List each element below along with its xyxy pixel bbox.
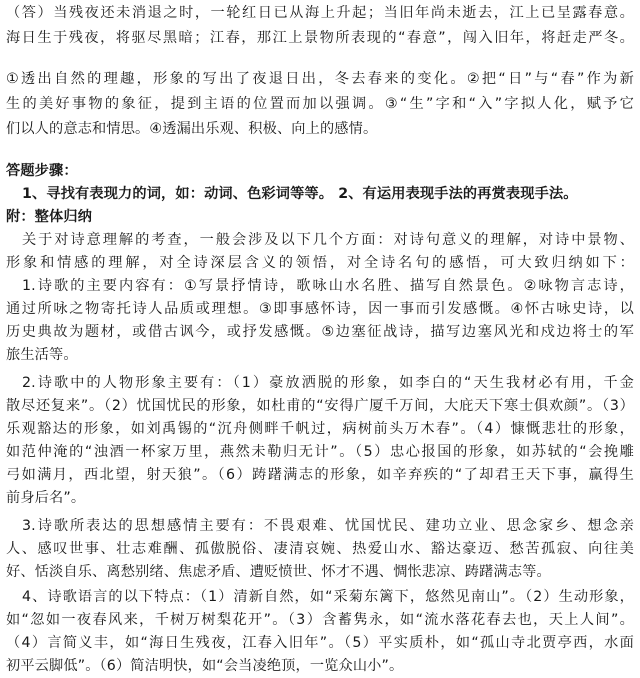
section-4-line-2: 如“忽如一夜春风来，千树万树梨花开”。（3）含蓄隽永，如“流水落花春去也，天上人间”。 [6,612,634,628]
section-1-line-2: 通过所咏之物寄托诗人品质或理想。③即事感怀诗，因一事而引发感慨。④怀古咏史诗，以 [6,301,634,317]
section-2-line-4: 如范仲淹的“浊酒一杯家万里，燕然未勒归无计”。（5）忠心报国的形象，如苏轼的“会挽雕 [6,444,634,460]
section-2-line-6: 前身后名”。 [6,490,86,506]
section-3-line-2: 人、感叹世事、壮志难酬、孤傲脱俗、凄清哀婉、热爱山水、豁达豪迈、愁苦孤寂、向往美 [6,541,634,557]
section-2-line-3: 乐观豁达的形象，如刘禹锡的“沉舟侧畔千帆过，病树前头万木春”。（4）慷慨悲壮的形象， [6,421,634,437]
section-3-line-1: 3.诗歌所表达的思想感情主要有：不畏艰难、忧国忧民、建功立业、思念家乡、想念亲 [22,518,634,534]
section-1-line-4: 旅生活等。 [6,347,78,363]
section-3-line-3: 好、恬淡自乐、离愁别绪、焦虑矛盾、遭贬愤世、怀才不遇、惆怅悲凉、踌躇满志等。 [6,564,551,580]
steps-content: 1、寻找有表现力的词，如：动词、色彩词等等。 2、有运用表现手法的再赏表现手法。 [22,186,578,202]
answer-line-1: （答）当残夜还未消退之时，一轮红日已从海上升起；当旧年尚未逝去，江上已呈露春意。 [6,5,634,21]
section-2-line-5: 弓如满月，西北望，射天狼”。（6）踌躇满志的形象，如辛弃疾的“了却君王天下事，赢得生 [6,467,634,483]
analysis-line-2: 生的美好事物的象征，提到主语的位置而加以强调。③“生”字和“入”字拟人化，赋予它 [6,96,634,112]
section-2-line-2: 散尽还复来”。（2）忧国忧民的形象，如杜甫的“安得广厦千万间，大庇天下寒士俱欢颜”。（3） [6,398,634,414]
summary-intro-line-2: 形象和情感的理解，对全诗深层含义的领悟，对全诗名句的感悟，可大致归纳如下： [6,255,634,271]
analysis-line-1: ①透出自然的理趣，形象的写出了夜退日出，冬去春来的变化。②把“日”与“春”作为新 [6,71,634,87]
section-4-line-1: 4、诗歌语言的以下特点：（1）清新自然，如“采菊东篱下，悠然见南山”。（2）生动形象， [22,589,634,605]
answer-line-2: 海日生于残夜，将驱尽黑暗；江春，那江上景物所表现的“春意”，闯入旧年，将赶走严冬。 [6,30,634,46]
section-4-line-3: （4）言简义丰，如“海日生残夜，江春入旧年”。（5）平实质朴，如“孤山寺北贾亭西，水面 [6,635,634,651]
summary-intro-line-1: 关于对诗意理解的考查，一般会涉及以下几个方面：对诗句意义的理解，对诗中景物、 [22,232,634,248]
section-1-line-1: 1.诗歌的主要内容有：①写景抒情诗，歌咏山水名胜、描写自然景色。②咏物言志诗， [22,278,634,294]
section-2-line-1: 2.诗歌中的人物形象主要有：（1）豪放洒脱的形象，如李白的“天生我材必有用，千金 [22,375,634,391]
section-1-line-3: 历史典故为题材，或借古讽今，或抒发感慨。⑤边塞征战诗，描写边塞风光和戍边将士的军 [6,324,634,340]
analysis-line-3: 们以人的意志和情思。④透漏出乐观、积极、向上的感情。 [6,121,378,137]
appendix-heading: 附：整体归纳 [6,209,93,225]
section-4-line-4: 初平云脚低”。（6）简洁明快，如“会当凌绝顶，一览众山小”。 [6,658,404,674]
steps-heading: 答题步骤： [6,163,78,179]
